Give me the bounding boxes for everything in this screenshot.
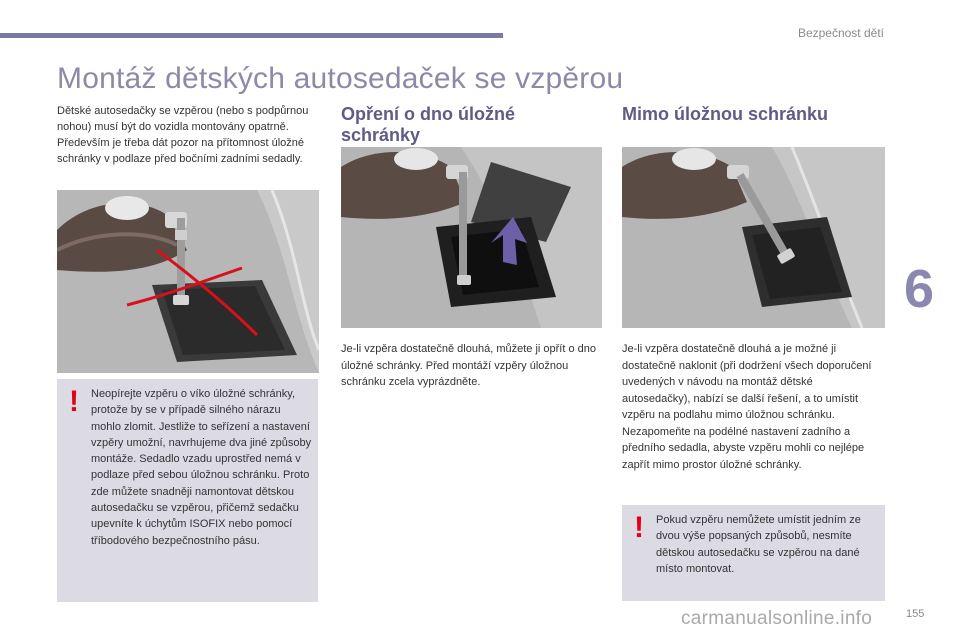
header-accent-bar — [0, 33, 503, 38]
warning-icon: ! — [69, 385, 79, 418]
section-label: Bezpečnost dětí — [797, 26, 884, 40]
illustration-floor-of-box — [341, 147, 602, 328]
illustration-outside-box — [622, 147, 885, 328]
support-leg-shape-2 — [459, 172, 467, 282]
outside-mounting-drawing — [622, 147, 885, 328]
warning-icon-2: ! — [634, 511, 644, 544]
warning-text-main: Neopírejte vzpěru o víko úložné schránky, protože by se v případě silného nárazu mohlo zlomit. Jestliže to seřízení a nastavení vzpěry umožní, navrhujeme dva jiné způsoby montáže. Sedadlo vzadu uprostřed nemá v podlaze před sebou úložnou schránku. Proto zde můžete snadněji namontovat dětskou autosedačku se vzpěrou, přičemž sedačku upevníte k úchytům ISOFIX nebo pomocí tříbodového bezpečnostního pásu. — [91, 388, 312, 547]
chapter-number: 6 — [904, 259, 935, 319]
page-title: Montáž dětských autosedaček se vzpěrou — [57, 62, 624, 95]
heading-outside-box: Mimo úložnou schránku — [622, 104, 829, 124]
wrong-mounting-drawing — [57, 190, 319, 373]
warning-box-secondary — [622, 505, 885, 601]
warning-text-secondary: Pokud vzpěru nemůžete umístit jedním ze dvou výše popsaných způsobů, nesmíte dětskou autosedačku se vzpěrou na dané místo montovat. — [656, 514, 861, 575]
warning-box-main — [57, 379, 318, 602]
watermark: carmanualsonline.info — [681, 608, 873, 629]
floor-mounting-drawing — [341, 147, 602, 328]
page-number: 155 — [906, 608, 925, 620]
intro-text: Dětské autosedačky se vzpěrou (nebo s podpůrnou nohou) musí být do vozidla montovány opatrně. Především je třeba dát pozor na přítomnost úložné schránky v podlaze před bočními zadními sedadly. — [57, 105, 309, 165]
heading-floor-of-box: Opření o dno úložné schránky — [341, 104, 515, 145]
illustration-wrong-mounting — [57, 190, 319, 373]
floor-of-box-text: Je-li vzpěra dostatečně dlouhá, můžete ji opřít o dno úložné schránky. Před montáží vzpěry úložnou schránku zcela vyprázdněte. — [341, 343, 596, 388]
outside-box-text: Je-li vzpěra dostatečně dlouhá a je možné ji dostatečně naklonit (při dodržení všech doporučení uvedených v návodu na montáž dětské autosedačky), nabízí se další řešení, a to umístit vzpěru na podlahu mimo úložnou schránku. Nezapomeňte na podélné nastavení zadního a předního sedadla, abyste vzpěru mohli co nejlépe zapřít mimo prostor úložné schránky. — [622, 343, 872, 471]
